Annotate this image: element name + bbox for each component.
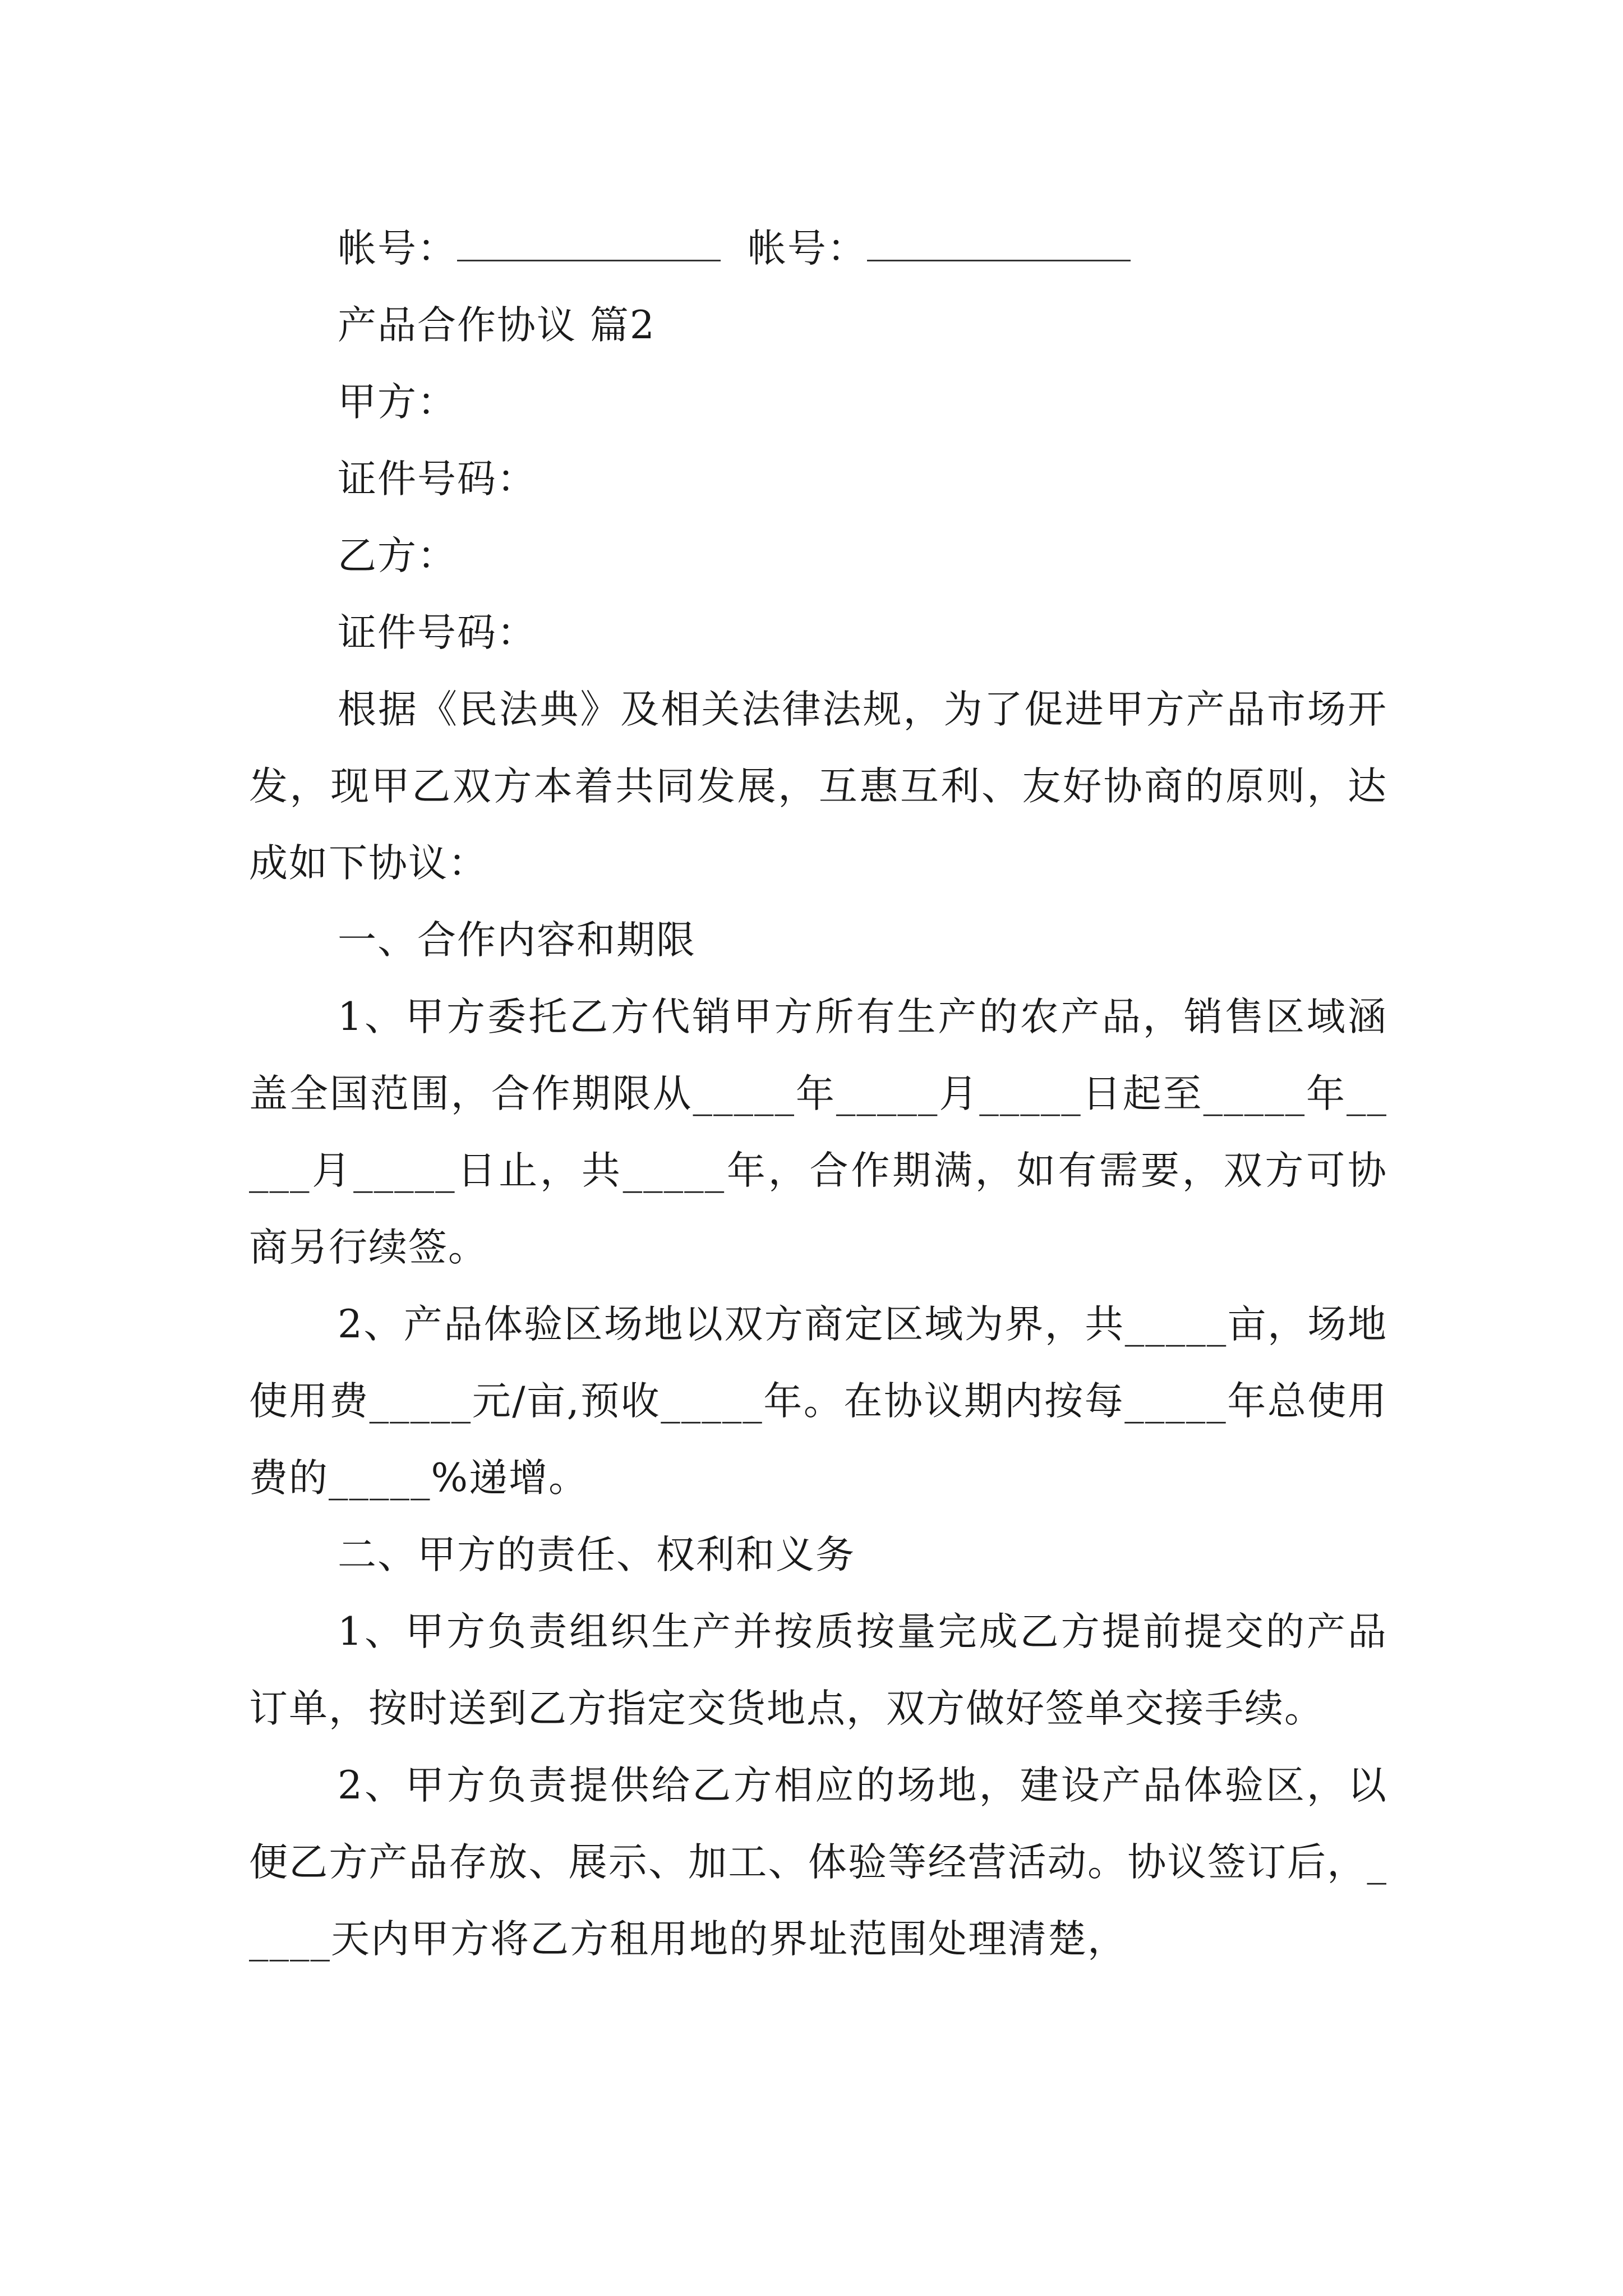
- account-label-b: 帐号：: [747, 226, 867, 271]
- party-a-id-label: 证件号码：: [338, 457, 537, 501]
- section-1-title: 一、合作内容和期限: [338, 918, 696, 963]
- clause-1-2: 2、产品体验区场地以双方商定区域为界，共_____亩，场地使用费_____元/亩,预收_____年。在协议期内按每_____年总使用费的_____%递增。: [249, 1302, 1387, 1501]
- account-blank-b: [867, 226, 1131, 261]
- account-label-a: 帐号：: [338, 226, 457, 271]
- document-heading: 产品合作协议 篇2: [338, 303, 656, 348]
- party-a-label: 甲方：: [338, 380, 457, 425]
- clause-2-1: 1、甲方负责组织生产并按质按量完成乙方提前提交的产品订单，按时送到乙方指定交货地点，双方做好签单交接手续。: [249, 1609, 1387, 1731]
- document-body: [249, 210, 1387, 1978]
- party-b-id-label: 证件号码：: [338, 610, 537, 655]
- account-blank-a: [457, 226, 721, 261]
- section-2-title: 二、甲方的责任、权利和义务: [338, 1533, 855, 1577]
- account-line: [249, 210, 1387, 287]
- clause-1-1: 1、甲方委托乙方代销甲方所有生产的农产品，销售区域涵盖全国范围，合作期限从_____年_____月_____日起至_____年_____月_____日止，共_____年，合作期满，如有需要，双方可协商另行续签。: [249, 995, 1387, 1270]
- clause-2-2: 2、甲方负责提供给乙方相应的场地，建设产品体验区，以便乙方产品存放、展示、加工、体验等经营活动。协议签订后，_____天内甲方将乙方租用地的界址范围处理清楚，: [249, 1763, 1387, 1962]
- party-b-label: 乙方：: [338, 533, 457, 578]
- preamble-paragraph: 根据《民法典》及相关法律法规，为了促进甲方产品市场开发，现甲乙双方本着共同发展，互惠互利、友好协商的原则，达成如下协议：: [249, 687, 1387, 886]
